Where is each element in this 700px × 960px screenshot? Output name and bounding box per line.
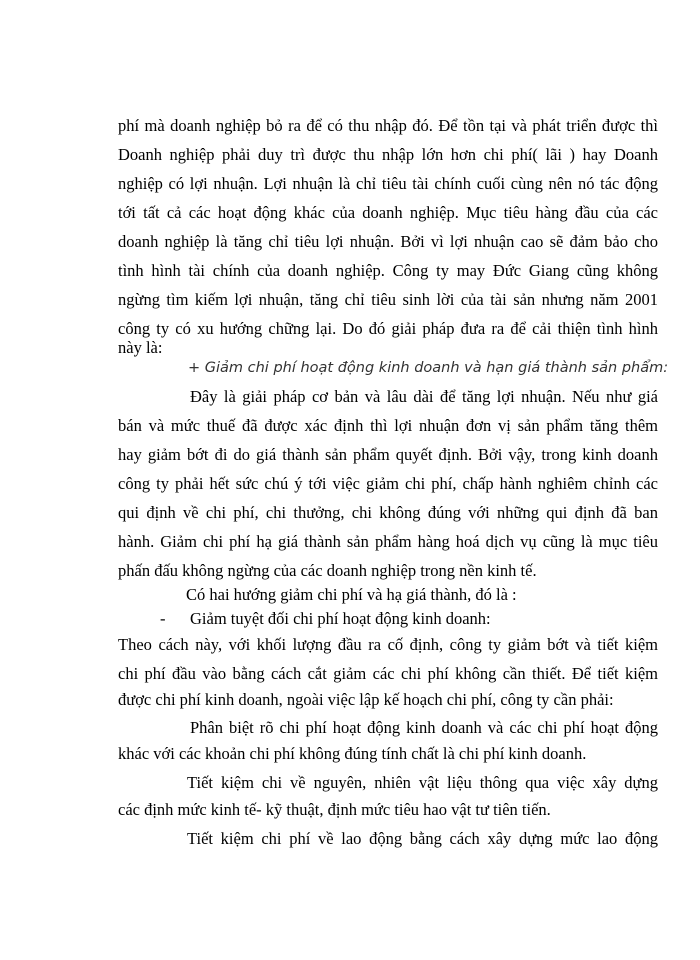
- text-line: công ty phải hết sức chú ý tới việc giảm chi phí, chấp hành nghiêm chỉnh các: [118, 474, 658, 493]
- bullet-text: Giảm tuyệt đối chi phí hoạt động kinh doanh:: [190, 609, 491, 628]
- italic-heading: + Giảm chi phí hoạt động kinh doanh và hạn giá thành sản phẩm:: [188, 360, 669, 376]
- text-line: công ty có xu hướng chững lại. Do đó giải pháp đưa ra để cải thiện tình hình: [118, 319, 658, 338]
- text-line: Có hai hướng giảm chi phí và hạ giá thành, đó là :: [186, 585, 517, 604]
- text-line: Theo cách này, với khối lượng đầu ra cố định, công ty giảm bớt và tiết kiệm: [118, 635, 658, 654]
- text-line: Tiết kiệm chi phí về lao động bằng cách xây dựng mức lao động: [187, 829, 658, 848]
- text-line: các định mức kinh tế- kỹ thuật, định mức tiêu hao vật tư tiên tiến.: [118, 800, 551, 819]
- text-line: Phân biệt rõ chi phí hoạt động kinh doanh và các chi phí hoạt động: [190, 718, 658, 737]
- text-line: tới tất cả các hoạt động khác của doanh nghiệp. Mục tiêu hàng đầu của các: [118, 203, 658, 222]
- bullet-item: [160, 609, 700, 629]
- text-line: doanh nghiệp là tăng chỉ tiêu lợi nhuận. Bởi vì lợi nhuận cao sẽ đảm bảo cho: [118, 232, 658, 251]
- text-line: qui định về chi phí, chi thưởng, chi không đúng với những qui định đã ban: [118, 503, 658, 522]
- bullet-dash: -: [160, 609, 166, 628]
- text-line: Đây là giải pháp cơ bản và lâu dài để tăng lợi nhuận. Nếu như giá: [190, 387, 658, 406]
- text-line: khác với các khoản chi phí không đúng tính chất là chi phí kinh doanh.: [118, 744, 587, 763]
- text-line: này là:: [118, 338, 163, 357]
- text-line: hành. Giảm chi phí hạ giá thành sản phẩm hàng hoá dịch vụ cũng là mục tiêu: [118, 532, 658, 551]
- text-line: chi phí đầu vào bằng cách cắt giảm các chi phí không cần thiết. Để tiết kiệm: [118, 664, 658, 683]
- text-line: ngừng tìm kiếm lợi nhuận, tăng chỉ tiêu sinh lời của tài sản nhưng năm 2001: [118, 290, 658, 309]
- text-line: phí mà doanh nghiệp bỏ ra để có thu nhập đó. Để tồn tại và phát triển được thì: [118, 116, 658, 135]
- text-line: hay giảm bớt đi do giá thành sản phẩm quyết định. Bởi vậy, trong kinh doanh: [118, 445, 658, 464]
- text-line: được chi phí kinh doanh, ngoài việc lập kế hoạch chi phí, công ty cần phải:: [118, 690, 614, 709]
- text-line: nghiệp có lợi nhuận. Lợi nhuận là chỉ tiêu tài chính cuối cùng nên nó tác động: [118, 174, 658, 193]
- text-line: phấn đấu không ngừng của các doanh nghiệp trong nền kinh tế.: [118, 561, 537, 580]
- text-line: Doanh nghiệp phải duy trì được thu nhập lớn hơn chi phí( lãi ) hay Doanh: [118, 145, 658, 164]
- text-line: tình hình tài chính của doanh nghiệp. Công ty may Đức Giang cũng không: [118, 261, 658, 280]
- text-line: bán và mức thuế đã được xác định thì lợi nhuận đơn vị sản phẩm tăng thêm: [118, 416, 658, 435]
- text-line: Tiết kiệm chi về nguyên, nhiên vật liệu thông qua việc xây dựng: [187, 773, 658, 792]
